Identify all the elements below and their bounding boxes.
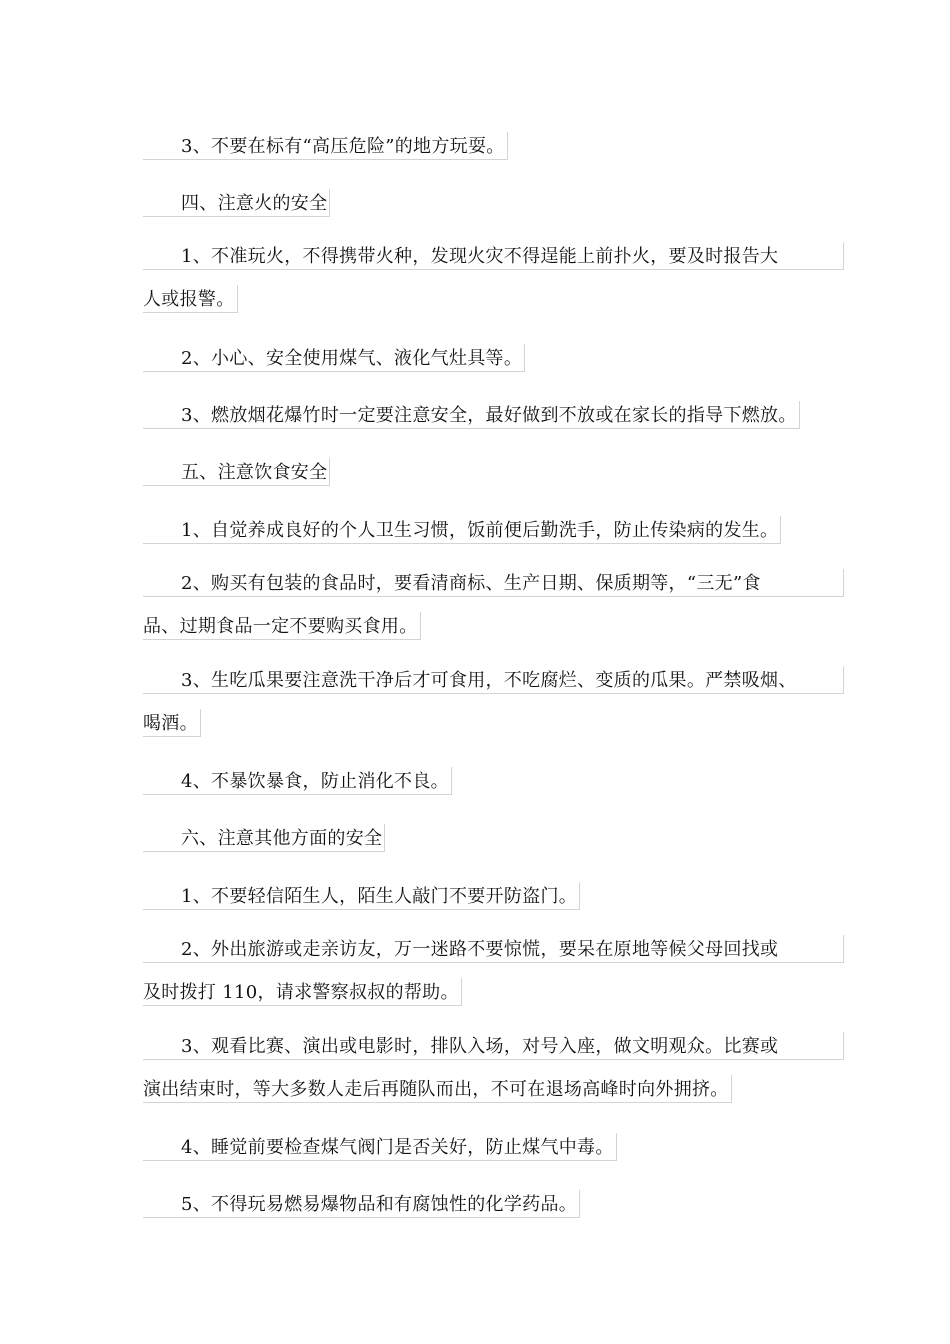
text-line: 3、不要在标有“高压危险”的地方玩耍。: [143, 132, 508, 160]
paragraph-chemicals: [143, 1186, 580, 1229]
text-line: 及时拨打 110，请求警察叔叔的帮助。: [143, 978, 462, 1006]
paragraph-strangers: [143, 878, 580, 921]
paragraph-fireworks: [143, 397, 800, 440]
heading-line: 四、注意火的安全: [143, 189, 330, 217]
text-line: 5、不得玩易燃易爆物品和有腐蚀性的化学药品。: [143, 1190, 580, 1218]
text-line: 喝酒。: [143, 709, 201, 737]
paragraph-lost: [143, 935, 844, 1017]
text-line: 1、不要轻信陌生人，陌生人敲门不要开防盗门。: [143, 882, 580, 910]
heading-line: 五、注意饮食安全: [143, 458, 330, 486]
section-heading-fire-safety: [143, 185, 330, 228]
paragraph-gas-stove: [143, 340, 525, 383]
text-line: 2、购买有包装的食品时，要看清商标、生产日期、保质期等，“三无”食: [143, 569, 844, 597]
section-heading-food-safety: [143, 454, 330, 497]
paragraph-gas-valve: [143, 1129, 617, 1172]
paragraph-high-voltage: [143, 128, 508, 171]
section-heading-other-safety: [143, 820, 385, 863]
paragraph-packaged-food: [143, 569, 844, 651]
text-line: 3、观看比赛、演出或电影时，排队入场，对号入座，做文明观众。比赛或: [143, 1032, 844, 1060]
text-line: 演出结束时，等大多数人走后再随队而出，不可在退场高峰时向外拥挤。: [143, 1075, 732, 1103]
heading-line: 六、注意其他方面的安全: [143, 824, 385, 852]
text-line: 品、过期食品一定不要购买食用。: [143, 612, 421, 640]
text-line: 4、睡觉前要检查煤气阀门是否关好，防止煤气中毒。: [143, 1133, 617, 1161]
paragraph-fruit: [143, 666, 844, 748]
paragraph-no-playing-fire: [143, 242, 844, 324]
text-line: 2、小心、安全使用煤气、液化气灶具等。: [143, 344, 525, 372]
paragraph-overeating: [143, 763, 452, 806]
paragraph-audience: [143, 1032, 844, 1114]
text-line: 1、自觉养成良好的个人卫生习惯，饭前便后勤洗手，防止传染病的发生。: [143, 516, 781, 544]
text-line: 2、外出旅游或走亲访友，万一迷路不要惊慌，要呆在原地等候父母回找或: [143, 935, 844, 963]
text-line: 1、不准玩火，不得携带火种，发现火灾不得逞能上前扑火，要及时报告大: [143, 242, 844, 270]
text-line: 3、生吃瓜果要注意洗干净后才可食用，不吃腐烂、变质的瓜果。严禁吸烟、: [143, 666, 844, 694]
paragraph-hygiene: [143, 512, 781, 555]
text-line: 人或报警。: [143, 285, 238, 313]
text-line: 4、不暴饮暴食，防止消化不良。: [143, 767, 452, 795]
text-line: 3、燃放烟花爆竹时一定要注意安全，最好做到不放或在家长的指导下燃放。: [143, 401, 800, 429]
